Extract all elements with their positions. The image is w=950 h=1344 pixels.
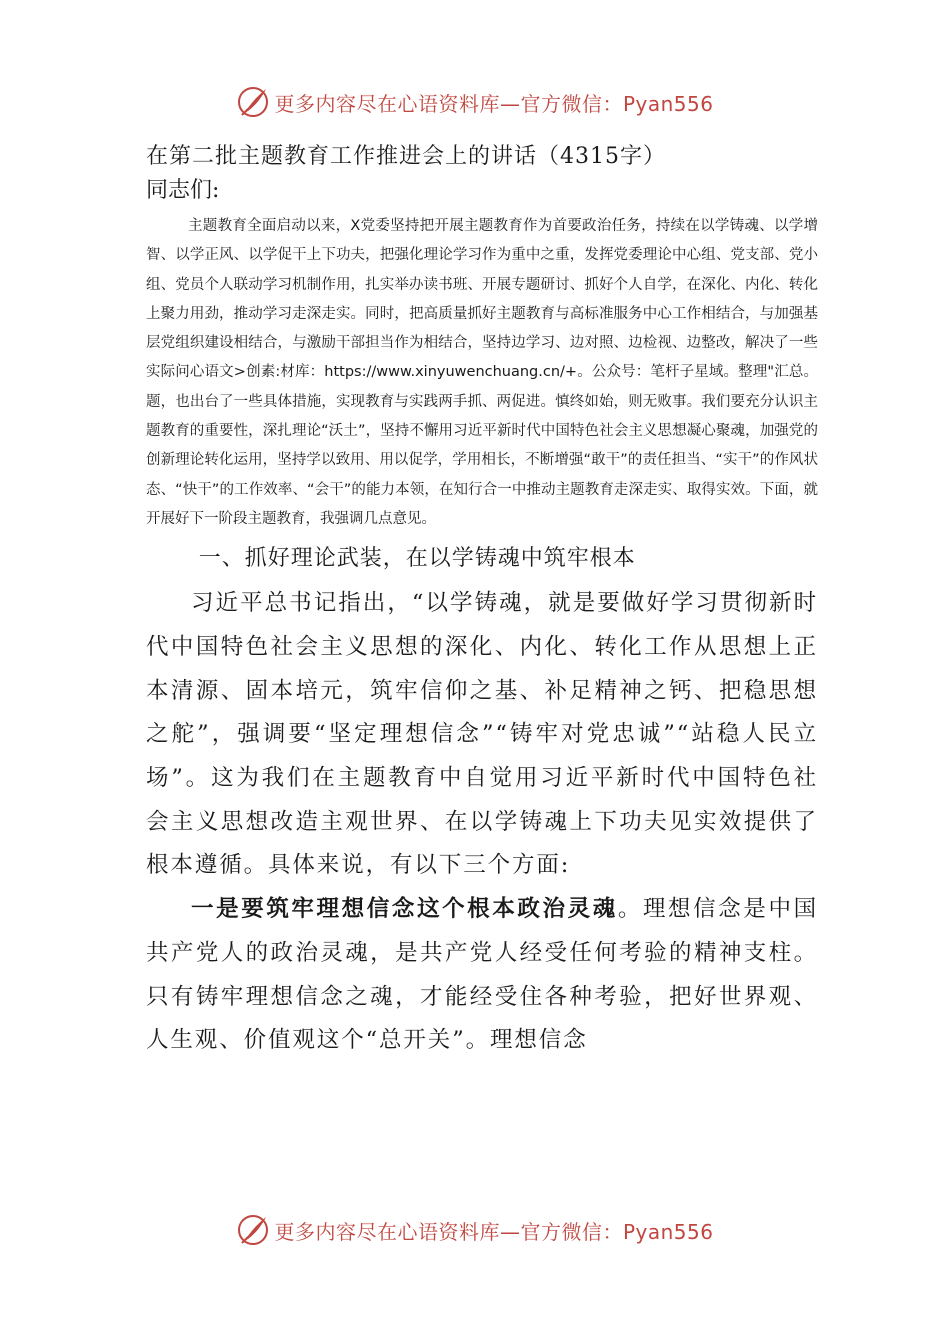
paragraph-1: 习近平总书记指出，“以学铸魂，就是要做好学习贯彻新时代中国特色社会主义思想的深化、内化、转化工作从思想上正本清源、固本培元，筑牢信仰之基、补足精神之钙、把稳思想之舵”，强调要“坚定理想信念”“铸牢对党忠诚”“站稳人民立场”。这为我们在主题教育中自觉用习近平新时代中国特色社会主义思想改造主观世界、在以学铸魂上下功夫见实效提供了根本遵循。具体来说，有以下三个方面: xyxy=(146,590,818,879)
document-body xyxy=(146,140,818,1063)
paragraph-2-text: 。理想信念是中国共产党人的政治灵魂，是共产党人经受任何考验的精神支柱。只有铸牢理想信念之魂，才能经受住各种考验，把好世界观、人生观、价值观这个“总开关”。理想信念 xyxy=(146,896,818,1054)
banner-text: 更多内容尽在心语资料库—官方微信：Pyan556 xyxy=(274,1219,714,1244)
intro-paragraph: 主题教育全面启动以来，X党委坚持把开展主题教育作为首要政治任务，持续在以学铸魂、以学增智、以学正风、以学促干上下功夫，把强化理论学习作为重中之重，发挥党委理论中心组、党支部、党小组、党员个人联动学习机制作用，扎实举办读书班、开展专题研讨、抓好个人自学，在深化、内化、转化上聚力用劲，推动学习走深走实。同时，把高质量抓好主题教育与高标准服务中心工作相结合，与加强基层党组织建设相结合，与激励干部担当作为相结合，坚持边学习、边对照、边检视、边整改，解决了一些实际问心语文>创素:材库：https://www.xinyuwenchuang.cn/+。公众号：笔杆子星域。整理"汇总。题，也出台了一些具体措施，实现教育与实践两手抓、两促进。慎终如始，则无败事。我们要充分认识主题教育的重要性，深扎理论“沃土”，坚持不懈用习近平新时代中国特色社会主义思想凝心聚魂，加强党的创新理论转化运用，坚持学以致用、用以促学，学用相长，不断增强“敢干”的责任担当、“实干”的作风状态、“快干”的工作效率、“会干”的能力本领，在知行合一中推动主题教育走深走实、取得实效。下面，就开展好下一阶段主题教育，我强调几点意见。 xyxy=(146,218,818,527)
footer-watermark-banner xyxy=(0,1210,950,1250)
paragraph-2 xyxy=(146,888,818,1063)
paragraph-2-lead: 一是要筑牢理想信念这个根本政治灵魂 xyxy=(191,896,618,923)
document-title: 在第二批主题教育工作推进会上的讲话（4315字） xyxy=(146,144,666,169)
section-heading-1: 一、抓好理论武装，在以学铸魂中筑牢根本 xyxy=(198,546,636,572)
quill-pen-logo-icon xyxy=(236,1213,270,1247)
header-watermark-banner xyxy=(0,82,950,122)
banner-text: 更多内容尽在心语资料库—官方微信：Pyan556 xyxy=(274,91,714,116)
quill-pen-logo-icon xyxy=(236,85,270,119)
greeting: 同志们: xyxy=(146,178,220,203)
